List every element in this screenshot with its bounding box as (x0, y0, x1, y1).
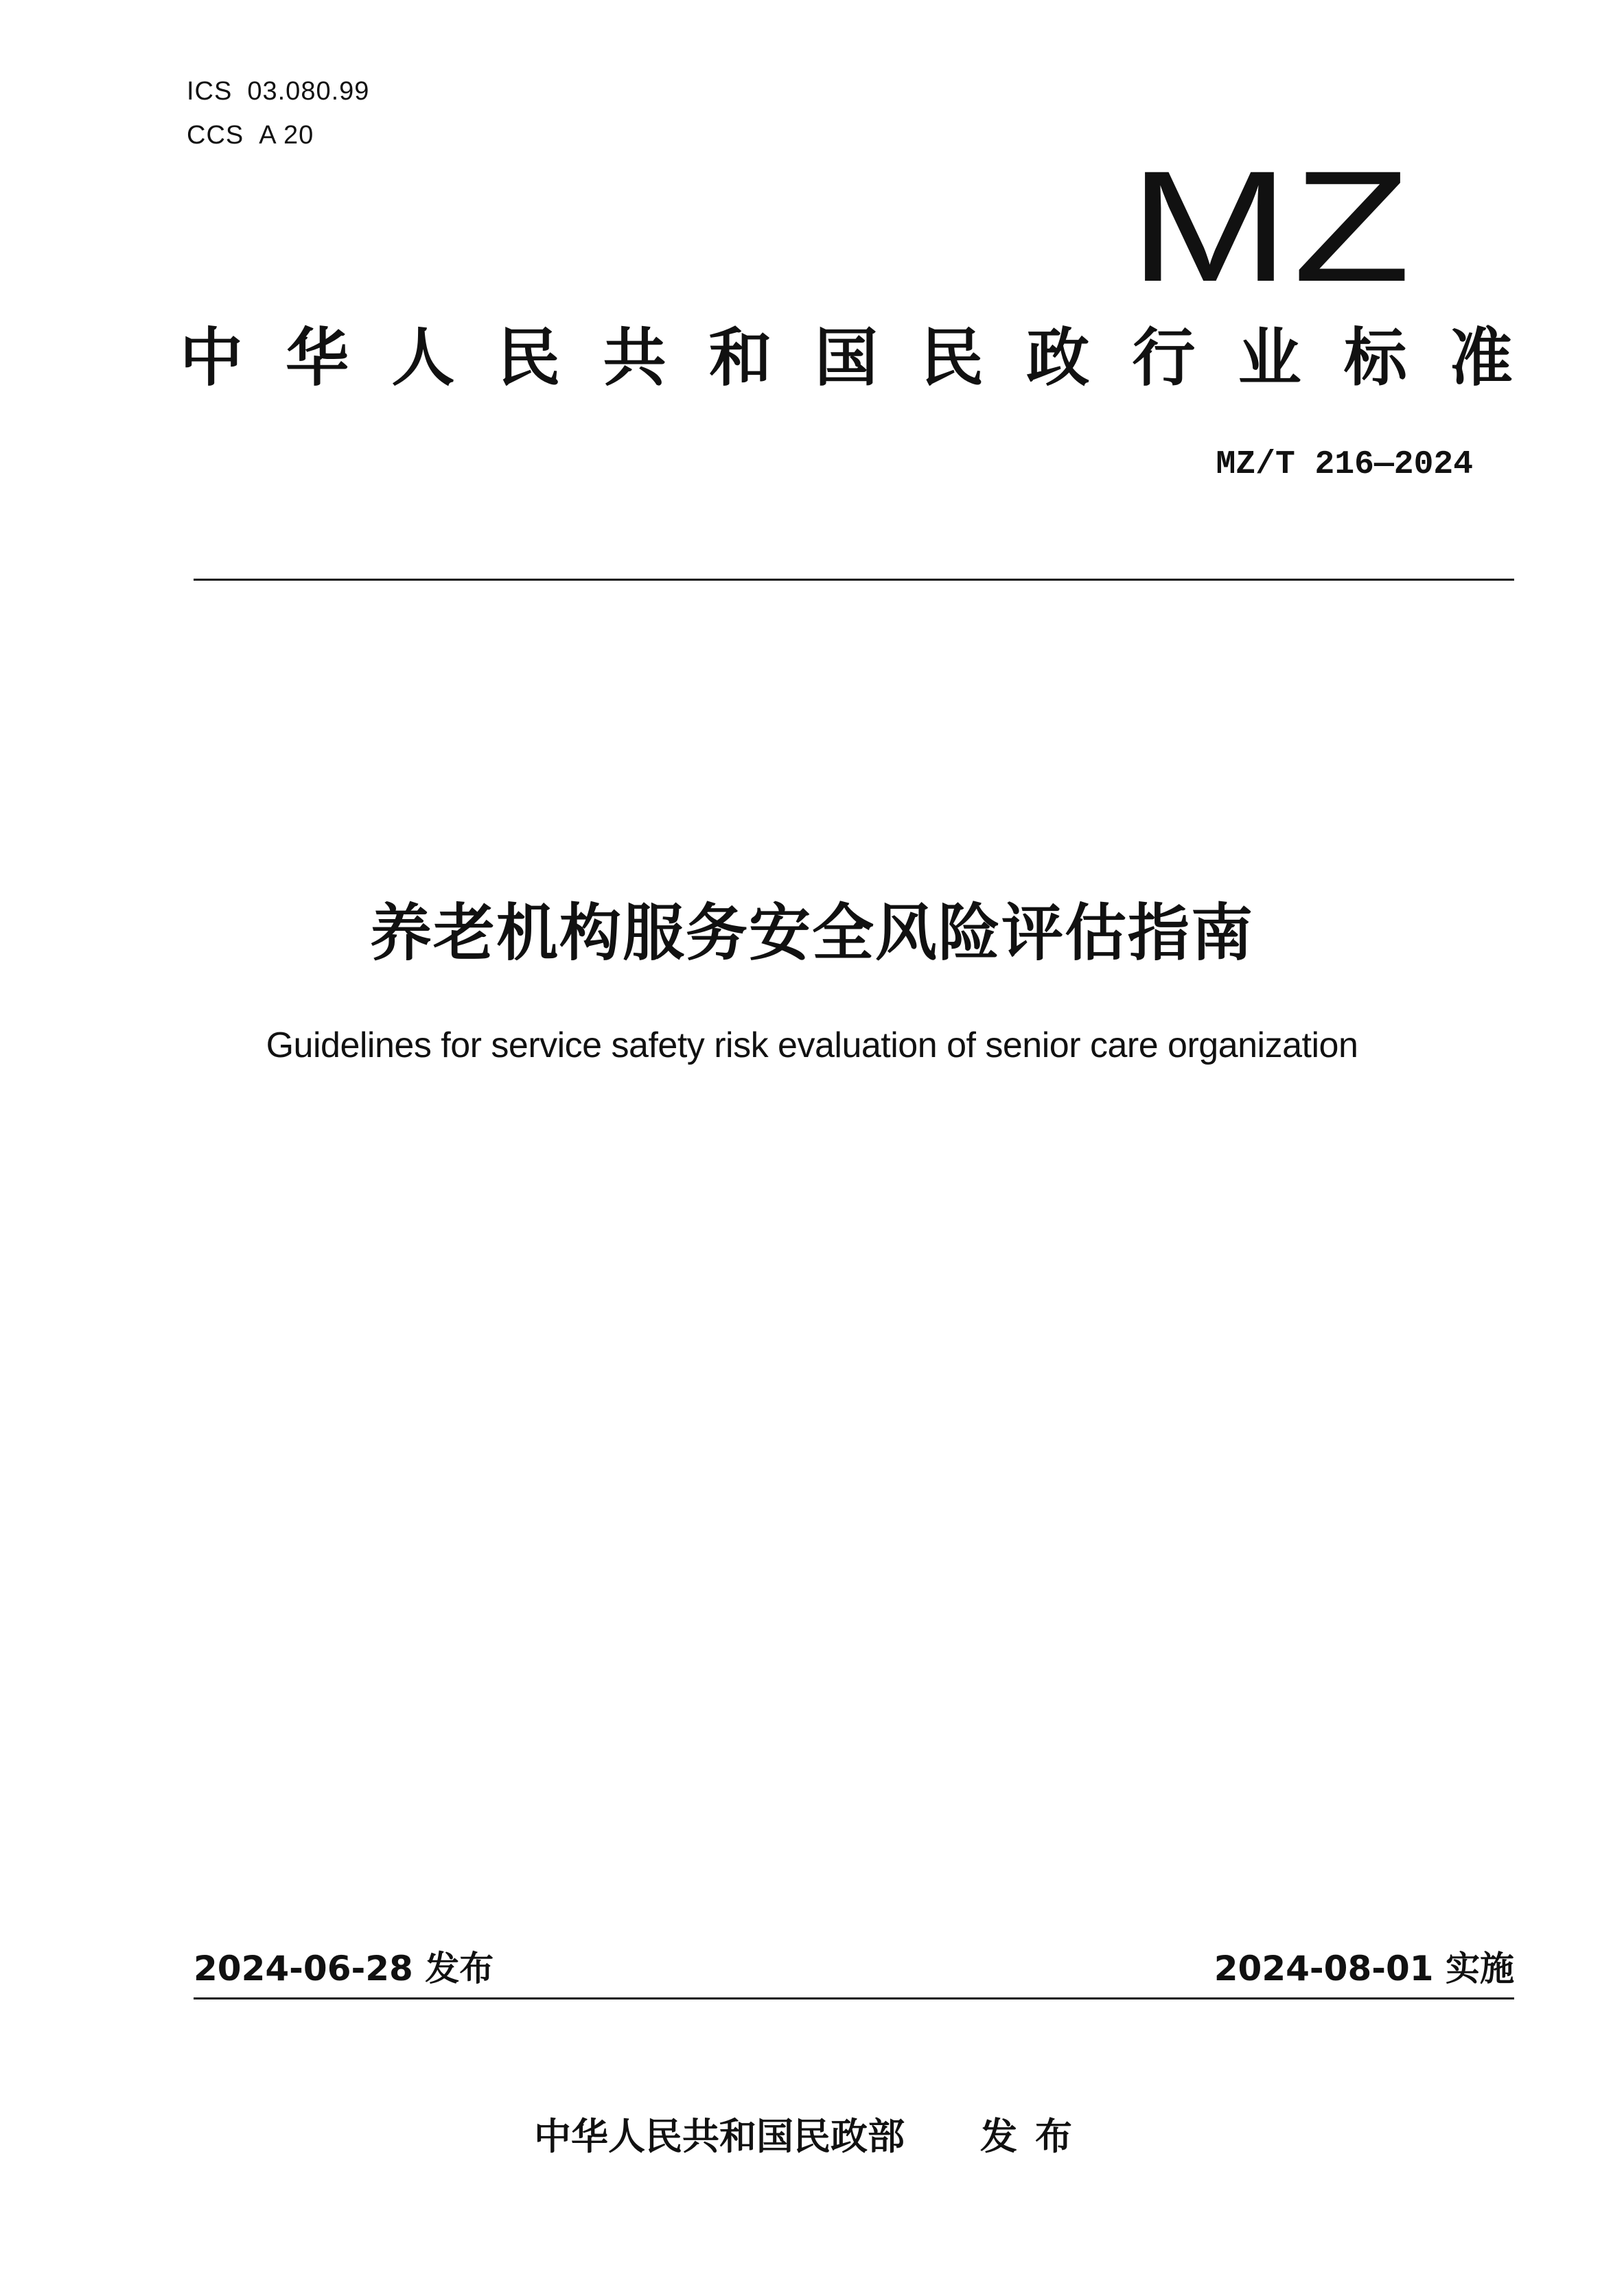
classification-char: 华 (286, 321, 349, 395)
ccs-line (187, 121, 314, 150)
standard-number: MZ/T 216—2024 (1216, 446, 1473, 483)
english-title: Guidelines for service safety risk evaluation of senior care organization (266, 1025, 1358, 1065)
ccs-code: A 20 (259, 121, 314, 150)
issue-date: 2024-06-28 发布 (194, 1949, 494, 1988)
publisher-name: 中华人民共和国民政部 (534, 2115, 905, 2158)
publish-action: 发布 (980, 2115, 1090, 2158)
classification-char: 共 (603, 321, 666, 395)
classification-char: 民 (920, 321, 984, 395)
classification-char: 民 (497, 321, 561, 395)
classification-char: 国 (814, 321, 878, 395)
ics-line (187, 77, 369, 106)
ics-label: ICS (187, 77, 233, 106)
classification-char: 中 (180, 321, 244, 395)
classification-char: 和 (708, 321, 772, 395)
classification-char: 标 (1343, 321, 1407, 395)
implementation-date: 2024-08-01 实施 (1214, 1949, 1514, 1988)
top-divider (194, 579, 1514, 581)
standard-classification (180, 323, 1513, 394)
classification-char: 准 (1449, 321, 1513, 395)
classification-char: 人 (391, 321, 455, 395)
classification-char: 行 (1132, 321, 1196, 395)
bottom-divider (194, 1997, 1514, 1999)
ccs-label: CCS (187, 121, 244, 150)
chinese-title: 养老机构服务安全风险评估指南 (370, 897, 1254, 969)
classification-char: 业 (1238, 321, 1301, 395)
mz-logo: MZ (1129, 138, 1414, 314)
ics-code: 03.080.99 (247, 77, 370, 106)
classification-char: 政 (1026, 321, 1090, 395)
publisher-line (0, 2107, 1624, 2160)
